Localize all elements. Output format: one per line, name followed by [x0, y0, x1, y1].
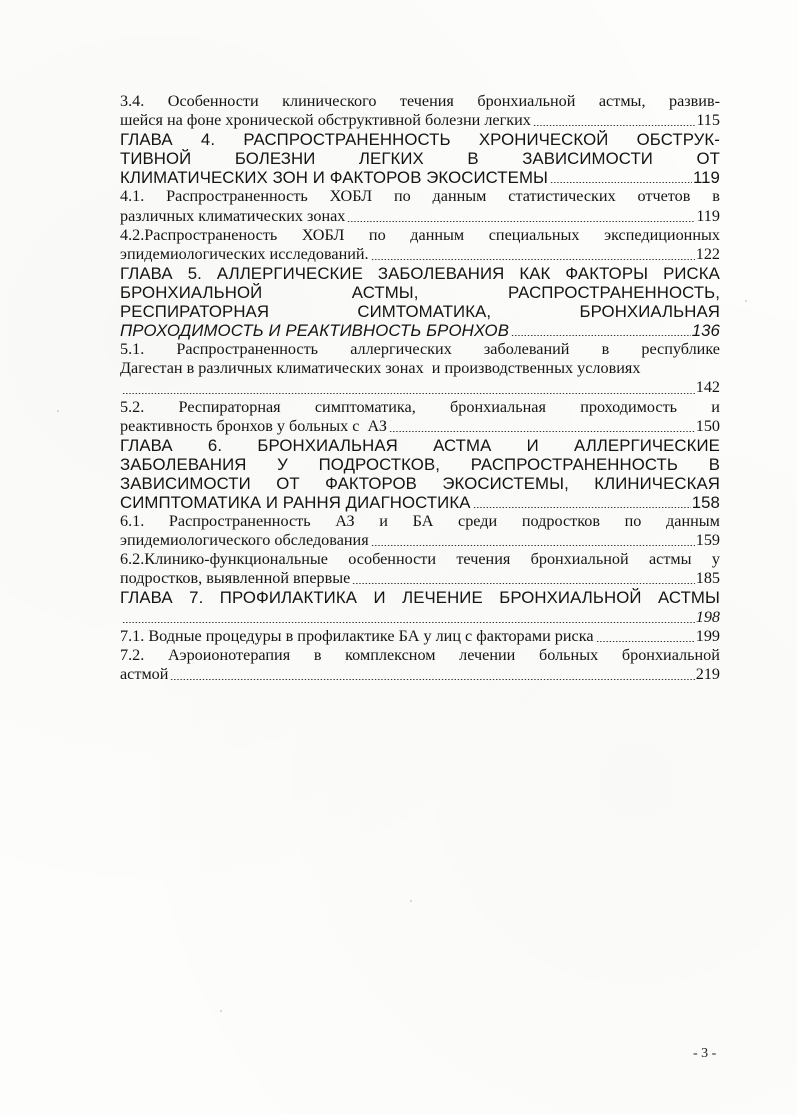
- toc-title-text: шейся на фоне хронической обструктивной болезни легких: [120, 111, 531, 130]
- toc-word: РИСКА: [663, 263, 720, 283]
- toc-title-text: подростков, выявленной впервые: [120, 569, 351, 588]
- toc-page-number: 219: [695, 664, 720, 683]
- toc-word: данным: [432, 187, 487, 206]
- toc-line: [120, 111, 720, 130]
- toc-word: 4.: [200, 130, 216, 150]
- toc-word: И: [526, 435, 539, 455]
- toc-word: 4.2.Распространеность: [120, 225, 278, 244]
- toc-word: БРОНХИАЛЬНАЯ: [579, 302, 720, 322]
- toc-line: [120, 512, 720, 531]
- toc-word: по: [393, 187, 411, 206]
- toc-line: [120, 493, 720, 512]
- toc-word: Распространенность: [166, 187, 308, 206]
- toc-line: [120, 608, 720, 627]
- toc-word: БОЛЕЗНИ: [234, 149, 316, 169]
- toc-word: Особенности: [167, 92, 259, 110]
- dot-leader: [389, 431, 695, 432]
- toc-line: [120, 168, 720, 187]
- toc-word: симптоматика,: [314, 397, 416, 416]
- toc-word: АЛЛЕРГИЧЕСКИЕ: [574, 435, 720, 455]
- toc-title-text: различных климатических зонах: [120, 206, 346, 225]
- toc-word: в: [601, 340, 610, 359]
- scan-speck: [410, 900, 412, 902]
- toc-line: [120, 569, 720, 588]
- toc-word: ХРОНИЧЕСКОЙ: [478, 130, 609, 150]
- toc-word: 6.: [207, 435, 223, 455]
- toc-entry-chapter-7: [120, 588, 720, 626]
- toc-entry-5-1: [120, 340, 720, 397]
- toc-word: РАСПРОСТРАНЕННОСТЬ,: [507, 282, 720, 302]
- toc-word: бронхиальной: [621, 645, 720, 664]
- toc-word: АЗ: [335, 512, 355, 531]
- dot-leader: [122, 393, 695, 394]
- toc-page-number: 122: [695, 244, 720, 263]
- toc-word: АСТМЫ,: [351, 282, 419, 302]
- toc-word: 5.2.: [120, 397, 145, 416]
- toc-word: комплексном: [345, 645, 436, 664]
- toc-line: [120, 245, 720, 264]
- toc-word: аллергических: [350, 340, 452, 359]
- toc-word: 3.4.: [120, 92, 145, 110]
- toc-entry-3-4: [120, 92, 720, 130]
- toc-word: КЛИНИЧЕСКАЯ: [594, 473, 720, 493]
- toc-word: АЛЛЕРГИЧЕСКИЕ: [216, 263, 363, 283]
- toc-page-number: 136: [691, 321, 720, 341]
- toc-word: ЛЕГКИХ: [358, 149, 424, 169]
- toc-word: развив-: [668, 92, 720, 110]
- dot-leader: [533, 125, 695, 126]
- toc-entry-4-2: [120, 226, 720, 264]
- toc-word: ТИВНОЙ: [120, 149, 192, 169]
- toc-word: В: [467, 149, 479, 169]
- toc-word: особенности: [348, 550, 437, 569]
- toc-title-text: Дагестан в различных климатических зонах и производственных условиях: [120, 359, 641, 378]
- toc-word: специальных: [488, 225, 580, 244]
- toc-word: У: [277, 454, 288, 474]
- toc-word: течения: [399, 92, 454, 110]
- toc-page-number: 119: [692, 168, 720, 188]
- scan-speck: [57, 410, 59, 412]
- toc-line: [120, 398, 720, 417]
- toc-word: данным: [666, 512, 720, 531]
- toc-word: 7.2.: [120, 645, 145, 664]
- toc-page-number: 119: [696, 206, 720, 225]
- dot-leader: [352, 583, 694, 584]
- toc-line: [120, 207, 720, 226]
- toc-line: [120, 646, 720, 665]
- toc-word: астмы: [648, 550, 692, 569]
- dot-leader: [170, 679, 694, 680]
- dot-leader: [550, 182, 692, 183]
- toc-entry-6-2: [120, 550, 720, 588]
- toc-word: ГЛАВА: [120, 263, 173, 283]
- toc-page-number: 199: [695, 626, 720, 645]
- toc-line: [120, 264, 720, 283]
- toc-title-text: эпидемиологического обследования: [120, 531, 369, 550]
- toc-entry-7-1: [120, 627, 720, 646]
- page-number: - 3 -: [693, 1046, 717, 1061]
- toc-word: ПОДРОСТКОВ,: [318, 454, 441, 474]
- dot-leader: [122, 622, 695, 623]
- dot-leader: [371, 545, 695, 546]
- dot-leader: [511, 335, 691, 336]
- toc-entry-chapter-6: [120, 436, 720, 512]
- toc-word: 6.1.: [120, 512, 145, 531]
- toc-word: среди: [458, 512, 498, 531]
- toc-word: клинического: [282, 92, 377, 110]
- toc-word: БРОНХИАЛЬНАЯ: [257, 435, 398, 455]
- toc-line: [120, 455, 720, 474]
- toc-line: [120, 588, 720, 607]
- toc-word: ХОБЛ: [301, 225, 345, 244]
- toc-word: в: [313, 645, 322, 664]
- toc-page-number: 158: [691, 492, 720, 512]
- toc-title-text: ПРОХОДИМОСТЬ И РЕАКТИВНОСТЬ БРОНХОВ: [120, 321, 509, 341]
- toc-word: ФАКТОРОВ: [325, 473, 417, 493]
- toc-word: ЗАБОЛЕВАНИЯ: [377, 263, 505, 283]
- toc-word: РАСПРОСТРАНЕННОСТЬ: [470, 454, 678, 474]
- toc-word: бронхиальной: [530, 550, 629, 569]
- toc-entry-7-2: [120, 646, 720, 684]
- toc-word: бронхиальной: [477, 92, 576, 110]
- toc-title-text: 7.1. Водные процедуры в профилактике БА у лиц с факторами риска: [120, 626, 594, 645]
- toc-word: в: [712, 187, 720, 206]
- toc-word: республике: [641, 340, 720, 359]
- toc-line: [120, 340, 720, 359]
- toc-entry-chapter-5: [120, 264, 720, 340]
- toc-word: 7.: [189, 588, 204, 608]
- toc-line: [120, 550, 720, 569]
- toc-line: [120, 283, 720, 302]
- toc-page-number: 198: [695, 607, 720, 626]
- toc-entry-6-1: [120, 512, 720, 550]
- scan-speck: [220, 1010, 222, 1012]
- toc-line: [120, 226, 720, 245]
- toc-word: отчетов: [637, 187, 691, 206]
- toc-title-text: КЛИМАТИЧЕСКИХ ЗОН И ФАКТОРОВ ЭКОСИСТЕМЫ: [120, 168, 548, 188]
- toc-word: БРОНХИАЛЬНОЙ: [499, 588, 642, 608]
- toc-word: течения: [456, 550, 511, 569]
- toc-line: [120, 187, 720, 206]
- toc-word: бронхиальная: [450, 397, 546, 416]
- toc-title-text: эпидемиологических исследований.: [120, 244, 369, 263]
- toc-line: [120, 321, 720, 340]
- toc-word: Распространенность: [176, 340, 319, 359]
- toc-page-number: 115: [696, 111, 720, 130]
- toc-line: [120, 302, 720, 321]
- toc-word: 5.1.: [120, 340, 145, 359]
- toc-line: [120, 92, 720, 111]
- toc-word: у: [711, 550, 720, 569]
- toc-entry-4-1: [120, 187, 720, 225]
- toc-word: и: [711, 397, 720, 416]
- toc-word: ПРОФИЛАКТИКА: [219, 588, 358, 608]
- toc-word: В: [708, 454, 720, 474]
- toc-line: [120, 149, 720, 168]
- toc-word: ОБСТРУК-: [636, 130, 720, 150]
- toc-word: больных: [538, 645, 599, 664]
- toc-word: СИМТОМАТИКА,: [357, 302, 492, 322]
- toc-line: [120, 627, 720, 646]
- toc-word: ОТ: [276, 473, 300, 493]
- toc-word: РАСПРОСТРАНЕННОСТЬ: [243, 130, 451, 150]
- toc-word: проходимость: [580, 397, 678, 416]
- toc-word: ЗАБОЛЕВАНИЯ: [120, 454, 247, 474]
- toc-page-number: 185: [695, 569, 720, 588]
- toc-line: [120, 417, 720, 436]
- dot-leader: [371, 259, 695, 260]
- toc-word: БА: [412, 512, 434, 531]
- dot-leader: [596, 641, 695, 642]
- toc-word: РЕСПИРАТОРНАЯ: [120, 302, 270, 322]
- toc-word: подростков: [521, 512, 600, 531]
- toc-word: БРОНХИАЛЬНОЙ: [120, 282, 263, 302]
- scan-speck: [745, 300, 747, 302]
- dot-leader: [347, 221, 695, 222]
- toc-title-text: СИМПТОМАТИКА И РАННЯ ДИАГНОСТИКА: [120, 492, 471, 512]
- toc-word: ХОБЛ: [329, 187, 373, 206]
- toc-entry-5-2: [120, 398, 720, 436]
- toc-word: Респираторная: [178, 397, 281, 416]
- toc-title-text: астмой: [120, 664, 169, 683]
- toc-word: экспедиционных: [604, 225, 720, 244]
- toc-word: ГЛАВА: [120, 588, 173, 608]
- toc-word: ФАКТОРЫ: [565, 263, 649, 283]
- toc-entry-chapter-4: [120, 130, 720, 187]
- table-of-contents: [120, 92, 720, 684]
- toc-word: ГЛАВА: [120, 435, 173, 455]
- toc-page-number: 150: [695, 416, 720, 435]
- toc-line: [120, 665, 720, 684]
- toc-line: [120, 378, 720, 397]
- toc-word: ГЛАВА: [120, 130, 173, 150]
- toc-line: [120, 531, 720, 550]
- toc-word: лечении: [459, 645, 516, 664]
- toc-word: КАК: [519, 263, 551, 283]
- toc-page-number: 142: [695, 378, 720, 397]
- toc-word: АСТМА: [433, 435, 492, 455]
- toc-page-number: 159: [695, 531, 720, 550]
- toc-word: ЗАВИСИМОСТИ: [120, 473, 251, 493]
- toc-word: данным: [410, 225, 465, 244]
- toc-line: [120, 436, 720, 455]
- toc-line: [120, 474, 720, 493]
- toc-word: 4.1.: [120, 187, 145, 206]
- toc-word: Аэроионотерапия: [167, 645, 291, 664]
- toc-word: И: [373, 588, 386, 608]
- toc-word: по: [624, 512, 642, 531]
- toc-word: 5.: [187, 263, 202, 283]
- toc-word: статистических: [508, 187, 616, 206]
- toc-line: [120, 130, 720, 149]
- dot-leader: [473, 507, 691, 508]
- toc-word: астмы,: [598, 92, 646, 110]
- toc-word: ЛЕЧЕНИЕ: [402, 588, 483, 608]
- toc-word: АСТМЫ: [657, 588, 720, 608]
- toc-word: по: [368, 225, 386, 244]
- toc-title-text: реактивность бронхов у больных с АЗ: [120, 416, 387, 435]
- toc-word: Распространенность: [168, 512, 311, 531]
- toc-word: ОТ: [696, 149, 720, 169]
- toc-word: 6.2.Клинико-функциональные: [120, 550, 328, 569]
- toc-word: и: [379, 512, 388, 531]
- toc-word: ЗАВИСИМОСТИ: [522, 149, 653, 169]
- toc-word: ЭКОСИСТЕМЫ,: [442, 473, 569, 493]
- toc-word: заболеваний: [483, 340, 570, 359]
- toc-line: [120, 359, 720, 378]
